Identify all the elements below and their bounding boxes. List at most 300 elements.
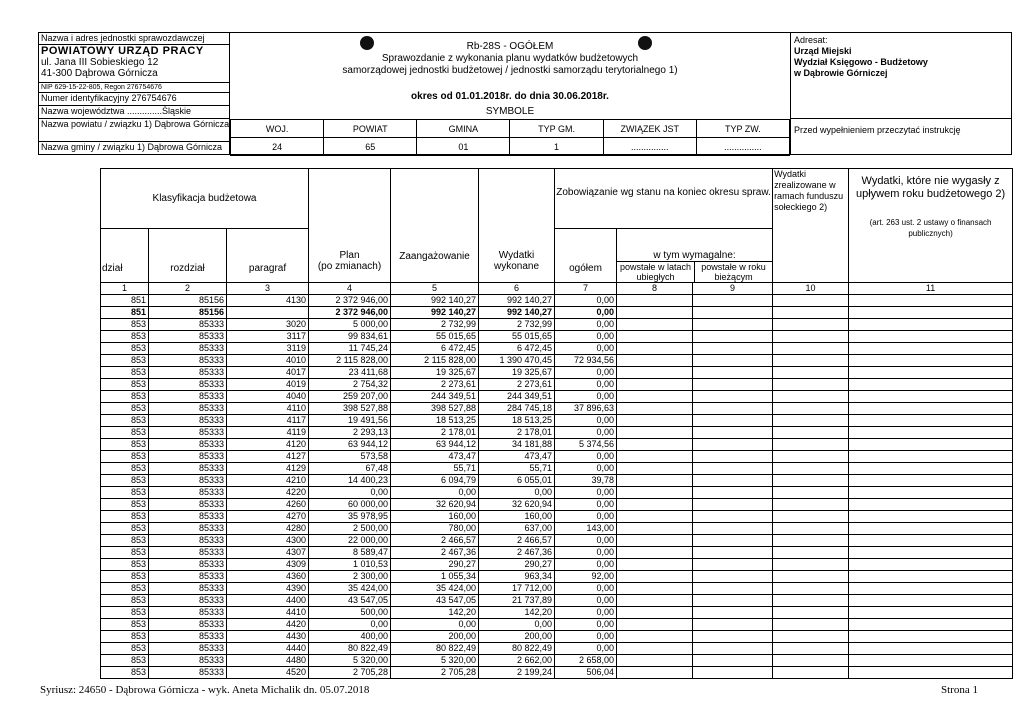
cell-section: 853 [101,475,149,487]
addressee-line2: Wydział Księgowo - Budżetowy [794,57,928,67]
cell-section: 853 [101,619,149,631]
cell-chapter: 85333 [149,463,227,475]
cell-section: 853 [101,415,149,427]
table-row [101,475,1013,487]
col-header-village-fund: Wydatki zrealizowane w ramach funduszu sołeckiego 2) [773,169,849,283]
cell-liabilities-total: 0,00 [555,379,617,391]
cell-paragraph: 4120 [227,439,309,451]
addressee-label: Adresat: [794,35,828,45]
cell-empty [693,499,773,511]
column-number: 6 [479,283,555,295]
cell-liabilities-total: 0,00 [555,319,617,331]
expenditure-table [100,168,1013,679]
cell-section: 851 [101,307,149,319]
cell-liabilities-total: 143,00 [555,523,617,535]
cell-empty [617,487,693,499]
cell-paragraph: 4300 [227,535,309,547]
cell-section: 853 [101,655,149,667]
cell-plan: 500,00 [309,607,391,619]
cell-empty [617,583,693,595]
symbols-label: SYMBOLE [485,106,535,117]
cell-chapter: 85333 [149,523,227,535]
col-header-commitment: Zaangażowanie [391,169,479,283]
cell-section: 851 [101,295,149,307]
cell-empty [617,427,693,439]
col-header-total: ogółem [555,229,617,283]
cell-expenses: 2 662,00 [479,655,555,667]
cell-commitment: 160,00 [391,511,479,523]
cell-section: 853 [101,367,149,379]
cell-chapter: 85333 [149,631,227,643]
cell-empty [617,499,693,511]
cell-liabilities-total: 0,00 [555,427,617,439]
cell-empty [617,607,693,619]
cell-paragraph: 4110 [227,403,309,415]
cell-plan: 14 400,23 [309,475,391,487]
cell-empty [849,487,1013,499]
cell-section: 853 [101,379,149,391]
cell-expenses: 200,00 [479,631,555,643]
cell-plan: 63 944,12 [309,439,391,451]
cell-empty [693,667,773,679]
cell-plan: 0,00 [309,487,391,499]
cell-empty [849,451,1013,463]
cell-paragraph: 4270 [227,511,309,523]
cell-plan: 2 705,28 [309,667,391,679]
table-row [101,295,1013,307]
cell-plan: 259 207,00 [309,391,391,403]
cell-commitment: 398 527,88 [391,403,479,415]
cell-plan: 2 300,00 [309,571,391,583]
table-row [101,427,1013,439]
column-number: 5 [391,283,479,295]
table-row [101,391,1013,403]
cell-chapter: 85333 [149,559,227,571]
cell-paragraph: 4117 [227,415,309,427]
cell-liabilities-total: 0,00 [555,391,617,403]
cell-liabilities-total: 0,00 [555,547,617,559]
cell-empty [773,463,849,475]
cell-empty [849,607,1013,619]
cell-plan: 43 547,05 [309,595,391,607]
cell-commitment: 0,00 [391,619,479,631]
cell-empty [849,427,1013,439]
cell-commitment: 6 094,79 [391,475,479,487]
cell-empty [773,643,849,655]
cell-empty [693,391,773,403]
cell-paragraph: 4307 [227,547,309,559]
col-header-non-expiring [849,169,1013,283]
cell-empty [773,307,849,319]
cell-expenses: 55 015,65 [479,331,555,343]
table-row [101,643,1013,655]
cell-chapter: 85333 [149,343,227,355]
report-header [230,32,790,155]
cell-empty [693,451,773,463]
cell-plan: 8 589,47 [309,547,391,559]
symbol-value: 01 [417,138,510,156]
cell-empty [773,427,849,439]
cell-empty [849,355,1013,367]
cell-commitment: 200,00 [391,631,479,643]
cell-chapter: 85156 [149,295,227,307]
cell-commitment: 142,20 [391,607,479,619]
symbol-header: WOJ. [231,120,324,138]
cell-commitment: 55,71 [391,463,479,475]
cell-paragraph: 3117 [227,331,309,343]
col-header-plan [309,169,391,283]
cell-expenses: 244 349,51 [479,391,555,403]
cell-empty [617,643,693,655]
cell-empty [617,391,693,403]
cell-liabilities-total: 72 934,56 [555,355,617,367]
column-number: 11 [849,283,1013,295]
form-title: Sprawozdanie z wykonania planu wydatków budżetowych [381,53,639,64]
table-row [101,655,1013,667]
cell-chapter: 85333 [149,379,227,391]
cell-chapter: 85333 [149,427,227,439]
cell-paragraph: 4017 [227,367,309,379]
column-numbers-row [101,283,1013,295]
cell-liabilities-total: 39,78 [555,475,617,487]
cell-section: 853 [101,631,149,643]
cell-section: 853 [101,511,149,523]
cell-liabilities-total: 0,00 [555,499,617,511]
cell-empty [849,439,1013,451]
cell-empty [693,607,773,619]
cell-paragraph: 4119 [227,427,309,439]
cell-expenses: 290,27 [479,559,555,571]
cell-paragraph: 4130 [227,295,309,307]
cell-empty [773,655,849,667]
table-row [101,343,1013,355]
cell-empty [773,331,849,343]
cell-paragraph: 4440 [227,643,309,655]
cell-empty [773,511,849,523]
cell-commitment: 780,00 [391,523,479,535]
cell-paragraph: 4410 [227,607,309,619]
cell-empty [693,655,773,667]
cell-chapter: 85333 [149,571,227,583]
cell-empty [617,403,693,415]
cell-commitment: 0,00 [391,487,479,499]
cell-paragraph: 4280 [227,523,309,535]
cell-chapter: 85333 [149,319,227,331]
cell-expenses: 2 273,61 [479,379,555,391]
cell-commitment: 6 472,45 [391,343,479,355]
cell-paragraph: 4420 [227,619,309,631]
cell-section: 853 [101,451,149,463]
cell-plan: 11 745,24 [309,343,391,355]
cell-empty [773,355,849,367]
cell-empty [617,463,693,475]
cell-empty [849,667,1013,679]
cell-commitment: 63 944,12 [391,439,479,451]
cell-empty [693,595,773,607]
cell-empty [849,559,1013,571]
cell-section: 853 [101,427,149,439]
table-row [101,451,1013,463]
column-number: 8 [617,283,693,295]
table-row [101,511,1013,523]
cell-empty [617,379,693,391]
cell-empty [773,475,849,487]
cell-liabilities-total: 0,00 [555,535,617,547]
cell-section: 853 [101,331,149,343]
cell-plan: 80 822,49 [309,643,391,655]
cell-empty [693,475,773,487]
cell-plan: 2 500,00 [309,523,391,535]
col-header-current-year: powstałe w roku bieżącym [701,262,766,282]
table-row [101,403,1013,415]
cell-empty [617,511,693,523]
table-row [101,499,1013,511]
cell-empty [773,535,849,547]
cell-paragraph: 3020 [227,319,309,331]
cell-commitment: 80 822,49 [391,643,479,655]
cell-empty [693,571,773,583]
voivodeship-name: Nazwa województwa ..............Śląskie [39,106,229,119]
col-header-chapter: rozdział [149,229,227,283]
symbol-header: TYP GM. [510,120,603,138]
cell-section: 853 [101,595,149,607]
cell-liabilities-total: 0,00 [555,343,617,355]
cell-liabilities-total: 0,00 [555,559,617,571]
unit-stamp: POWIATOWY URZĄD PRACY [41,45,204,57]
cell-empty [693,331,773,343]
cell-empty [617,367,693,379]
cell-paragraph: 4520 [227,667,309,679]
cell-liabilities-total: 0,00 [555,367,617,379]
cell-empty [693,559,773,571]
cell-empty [849,655,1013,667]
cell-chapter: 85333 [149,403,227,415]
cell-section: 853 [101,571,149,583]
cell-plan: 5 320,00 [309,655,391,667]
cell-chapter: 85333 [149,643,227,655]
cell-expenses: 2 199,24 [479,667,555,679]
cell-paragraph: 4480 [227,655,309,667]
symbol-value: 1 [510,138,603,156]
cell-empty [773,667,849,679]
commune-name: Nazwa gminy / związku 1) Dąbrowa Górnicza [41,142,223,152]
cell-section: 853 [101,667,149,679]
cell-liabilities-total: 0,00 [555,607,617,619]
cell-empty [773,487,849,499]
table-row [101,559,1013,571]
unit-nip: NIP 629-15-22-805, Regon 276754676 [39,83,229,93]
cell-chapter: 85333 [149,499,227,511]
cell-empty [617,523,693,535]
cell-empty [849,595,1013,607]
col-header-non-expiring-label: Wydatki, które nie wygasły z upływem roku budżetowego 2) [855,175,1006,200]
cell-section: 853 [101,463,149,475]
cell-commitment: 2 178,01 [391,427,479,439]
cell-empty [617,667,693,679]
cell-plan: 35 424,00 [309,583,391,595]
report-period: okres od 01.01.2018r. do dnia 30.06.2018r. [411,91,609,102]
cell-expenses: 6 472,45 [479,343,555,355]
cell-empty [617,475,693,487]
cell-plan: 2 372 946,00 [309,295,391,307]
cell-empty [849,535,1013,547]
cell-empty [773,559,849,571]
cell-plan: 0,00 [309,619,391,631]
cell-liabilities-total: 5 374,56 [555,439,617,451]
cell-plan: 22 000,00 [309,535,391,547]
table-row [101,367,1013,379]
unit-address-line2: 41-300 Dąbrowa Górnicza [41,68,158,79]
cell-empty [849,583,1013,595]
cell-plan: 23 411,68 [309,367,391,379]
col-header-plan-sub: (po zmianach) [317,261,382,272]
cell-chapter: 85156 [149,307,227,319]
cell-paragraph: 4309 [227,559,309,571]
cell-plan: 35 978,95 [309,511,391,523]
cell-empty [773,631,849,643]
symbol-value: 65 [324,138,417,156]
table-row [101,547,1013,559]
cell-paragraph: 4430 [227,631,309,643]
table-row [101,355,1013,367]
symbol-header: POWIAT [324,120,417,138]
cell-empty [693,643,773,655]
cell-empty [693,403,773,415]
cell-section: 853 [101,583,149,595]
table-row [101,487,1013,499]
cell-empty [849,475,1013,487]
col-header-overdue-label: w tym wymagalne: [617,250,772,262]
county-name: Nazwa powiatu / związku 1) Dąbrowa Górnicza [39,119,229,142]
cell-chapter: 85333 [149,667,227,679]
cell-empty [693,379,773,391]
cell-expenses: 17 712,00 [479,583,555,595]
cell-expenses: 0,00 [479,487,555,499]
cell-chapter: 85333 [149,595,227,607]
table-row [101,619,1013,631]
cell-empty [773,367,849,379]
cell-empty [617,619,693,631]
cell-commitment: 18 513,25 [391,415,479,427]
cell-section: 853 [101,559,149,571]
cell-plan: 60 000,00 [309,499,391,511]
cell-expenses: 2 732,99 [479,319,555,331]
cell-chapter: 85333 [149,487,227,499]
cell-expenses: 992 140,27 [479,295,555,307]
table-row [101,415,1013,427]
cell-liabilities-total: 506,04 [555,667,617,679]
cell-commitment: 2 467,36 [391,547,479,559]
table-row [101,583,1013,595]
cell-paragraph: 4400 [227,595,309,607]
cell-chapter: 85333 [149,583,227,595]
cell-liabilities-total: 0,00 [555,583,617,595]
cell-paragraph: 4220 [227,487,309,499]
cell-commitment: 19 325,67 [391,367,479,379]
col-header-non-expiring-sub: (art. 263 ust. 2 ustawy o finansach publicznych) [869,218,992,238]
table-row [101,631,1013,643]
instruction-note: Przed wypełnieniem przeczytać instrukcję [794,125,961,135]
cell-empty [849,403,1013,415]
cell-expenses: 55,71 [479,463,555,475]
cell-commitment: 35 424,00 [391,583,479,595]
cell-empty [773,571,849,583]
cell-empty [849,295,1013,307]
cell-empty [693,523,773,535]
cell-expenses: 6 055,01 [479,475,555,487]
cell-section: 853 [101,439,149,451]
cell-liabilities-total: 0,00 [555,451,617,463]
cell-liabilities-total: 0,00 [555,331,617,343]
cell-commitment: 2 466,57 [391,535,479,547]
symbol-value: ............... [603,138,696,156]
cell-chapter: 85333 [149,415,227,427]
cell-section: 853 [101,343,149,355]
cell-chapter: 85333 [149,535,227,547]
cell-empty [693,511,773,523]
form-subtitle: samorządowej jednostki budżetowej / jednostki samorządu terytorialnego 1) [342,65,678,76]
col-header-expenses [479,169,555,283]
cell-paragraph: 4390 [227,583,309,595]
cell-expenses: 142,20 [479,607,555,619]
column-number: 9 [693,283,773,295]
column-number: 4 [309,283,391,295]
footer-page-number: Strona 1 [941,684,978,696]
cell-commitment: 2 115 828,00 [391,355,479,367]
cell-empty [693,367,773,379]
cell-empty [773,439,849,451]
col-header-liabilities: Zobowiązanie wg stanu na koniec okresu spraw. [555,169,773,229]
cell-plan: 99 834,61 [309,331,391,343]
cell-plan: 1 010,53 [309,559,391,571]
cell-chapter: 85333 [149,607,227,619]
cell-liabilities-total: 0,00 [555,307,617,319]
cell-chapter: 85333 [149,367,227,379]
symbol-value: 24 [231,138,324,156]
cell-empty [849,511,1013,523]
cell-empty [617,559,693,571]
cell-commitment: 32 620,94 [391,499,479,511]
column-number: 1 [101,283,149,295]
cell-chapter: 85333 [149,355,227,367]
cell-section: 853 [101,403,149,415]
cell-liabilities-total: 0,00 [555,631,617,643]
table-row [101,667,1013,679]
cell-chapter: 85333 [149,619,227,631]
cell-empty [617,655,693,667]
cell-empty [693,439,773,451]
col-header-overdue [617,229,773,283]
cell-empty [849,643,1013,655]
cell-empty [617,355,693,367]
cell-empty [617,343,693,355]
cell-empty [693,535,773,547]
table-row [101,571,1013,583]
cell-paragraph: 4129 [227,463,309,475]
column-number: 3 [227,283,309,295]
cell-plan: 400,00 [309,631,391,643]
cell-expenses: 1 390 470,45 [479,355,555,367]
cell-empty [693,487,773,499]
cell-commitment: 473,47 [391,451,479,463]
cell-empty [849,499,1013,511]
cell-empty [773,343,849,355]
cell-plan: 2 293,13 [309,427,391,439]
col-header-section: dział [101,229,149,283]
cell-chapter: 85333 [149,331,227,343]
cell-commitment: 2 273,61 [391,379,479,391]
cell-empty [617,331,693,343]
